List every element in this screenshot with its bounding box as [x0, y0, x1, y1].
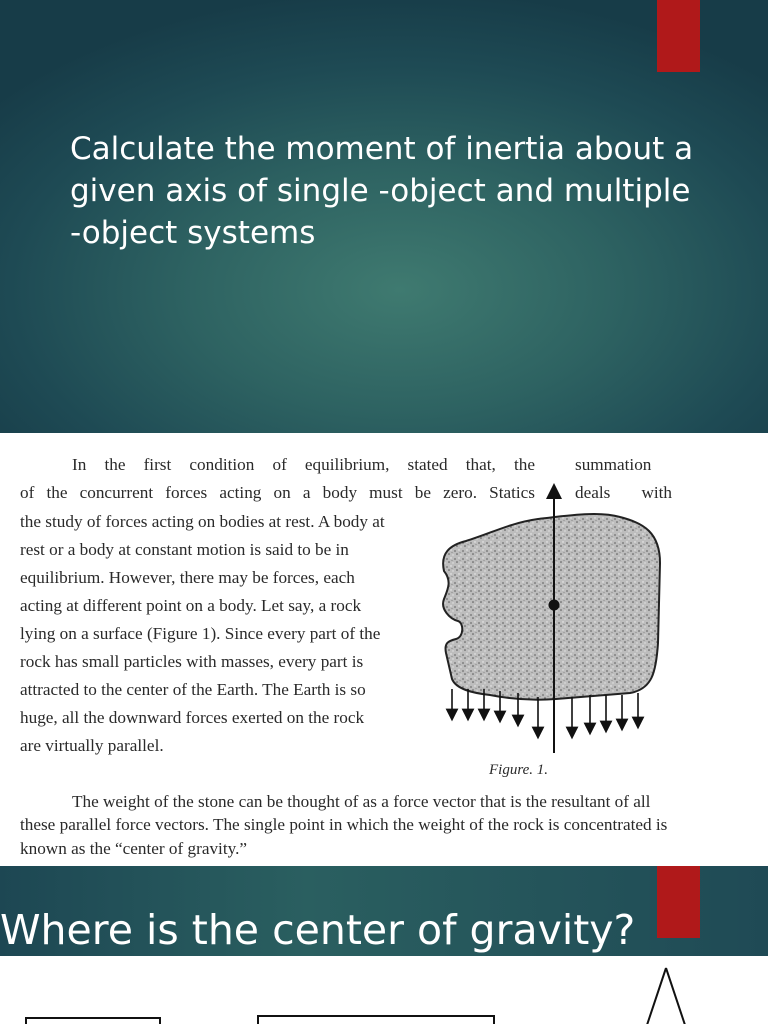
- slide-question-section: [0, 866, 768, 956]
- paragraph-line: of the concurrent forces acting on a body must be zero. Statics: [20, 483, 535, 502]
- paragraph-line: acting at different point on a body. Let say, a rock: [20, 596, 362, 615]
- slide-title-section: [0, 0, 768, 433]
- paragraph-line: are virtually parallel.: [20, 736, 164, 755]
- paragraph-line: equilibrium. However, there may be forces, each: [20, 568, 355, 587]
- slide-question-title: Where is the center of gravity?: [0, 906, 636, 954]
- center-of-gravity-point: [549, 600, 560, 611]
- accent-bar: [657, 866, 700, 938]
- paragraph-center-of-gravity: The weight of the stone can be thought of as a force vector that is the resultant of all these parallel force vectors. The single point in which the weight of the rock is concentrated is known as the “center of gravity.”: [20, 792, 668, 858]
- paragraph-line: attracted to the center of the Earth. The Earth is so: [20, 680, 366, 699]
- paragraph-right-fragment: summation: [575, 455, 652, 474]
- paragraph-line: rock has small particles with masses, every part is: [20, 652, 364, 671]
- rectangle-shape: [26, 1018, 160, 1024]
- paragraph-first-line: In the first condition of equilibrium, stated that, the: [72, 455, 535, 474]
- figure-caption: Figure. 1.: [489, 762, 549, 778]
- paragraph-line: huge, all the downward forces exerted on the rock: [20, 708, 365, 727]
- wide-rectangle-shape: [258, 1016, 494, 1024]
- document-excerpt: [0, 433, 768, 866]
- shape-outlines: [0, 956, 768, 1024]
- accent-bar: [657, 0, 700, 72]
- paragraph-right-fragment: deals with: [575, 483, 672, 502]
- shapes-preview: [0, 956, 768, 1024]
- rock-force-figure: [430, 453, 670, 753]
- paragraph-line: lying on a surface (Figure 1). Since every part of the: [20, 624, 381, 643]
- triangle-shape: [640, 968, 692, 1024]
- slide-title: Calculate the moment of inertia about a given axis of single -object and multiple -object systems: [70, 131, 694, 251]
- paragraph-line: the study of forces acting on bodies at rest. A body at: [20, 512, 385, 531]
- paragraph-line: rest or a body at constant motion is said to be in: [20, 540, 349, 559]
